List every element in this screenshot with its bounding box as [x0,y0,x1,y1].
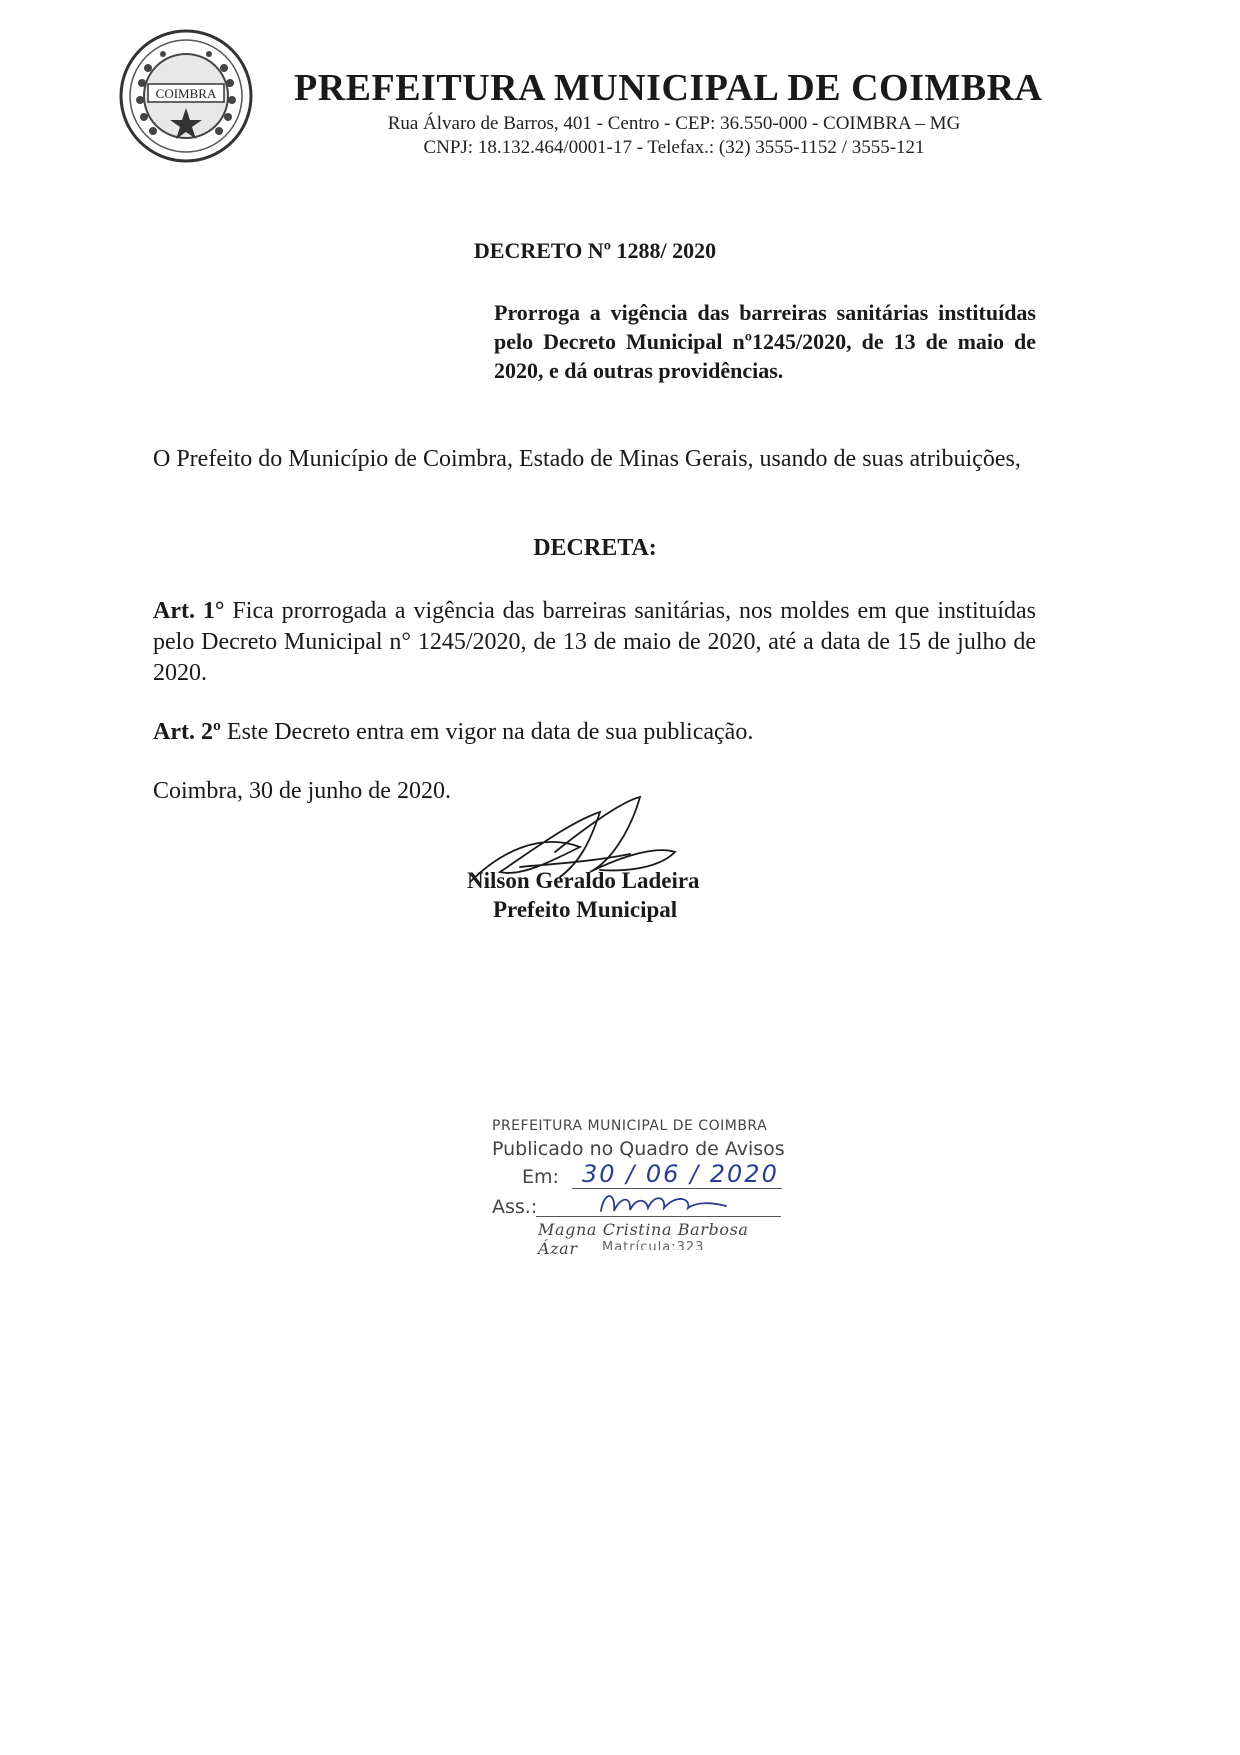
stamp-handwritten-date: 30 / 06 / 2020 [572,1160,782,1189]
seal-text: COIMBRA [155,86,217,101]
signer-name: Nilson Geraldo Ladeira [467,868,700,893]
header-contact: CNPJ: 18.132.464/0001-17 - Telefax.: (32) 3555-1152 / 3555-121 [423,137,925,158]
municipal-seal-icon [118,28,254,164]
stamp-signature-label: Ass.: [492,1196,538,1218]
stamp-published-label: Publicado no Quadro de Avisos [492,1138,785,1160]
stamp-date-label: Em: [522,1166,559,1188]
article-2-text: Este Decreto entra em vigor na data de sua publicação. [220,719,754,745]
decreta-heading: DECRETA: [533,535,657,561]
place-date: Coimbra, 30 de junho de 2020. [153,778,451,804]
signer-role: Prefeito Municipal [493,897,678,922]
stamp-matricula: Matrícula:323 [602,1240,705,1250]
header-title: PREFEITURA MUNICIPAL DE COIMBRA [294,67,1043,109]
publication-stamp [492,1118,792,1258]
article-2-label: Art. 2º [153,719,221,745]
stamp-organization: PREFEITURA MUNICIPAL DE COIMBRA [492,1118,768,1134]
article-1 [153,596,1036,689]
header-address: Rua Álvaro de Barros, 401 - Centro - CEP: 36.550-000 - COIMBRA – MG [387,113,961,134]
article-1-text: Fica prorrogada a vigência das barreiras sanitárias, nos moldes em que instituídas pelo Decreto Municipal n° 1245/2020, de 13 de maio de 2020, até a data de 15 de julho de 2020. [153,598,1036,686]
article-1-label: Art. 1° [153,598,225,624]
decree-title: DECRETO Nº 1288/ 2020 [473,238,717,263]
article-2 [153,717,1036,748]
decree-intro: O Prefeito do Município de Coimbra, Estado de Minas Gerais, usando de suas atribuições, [153,446,1021,472]
stamp-signer-name: Magna Cristina Barbosa Ázar [538,1220,749,1258]
decree-ementa: Prorroga a vigência das barreiras sanitárias instituídas pelo Decreto Municipal nº1245/2020, de 13 de maio de 2020, e dá outras providências. [494,300,1036,383]
stamp-rubric-icon [596,1186,736,1220]
